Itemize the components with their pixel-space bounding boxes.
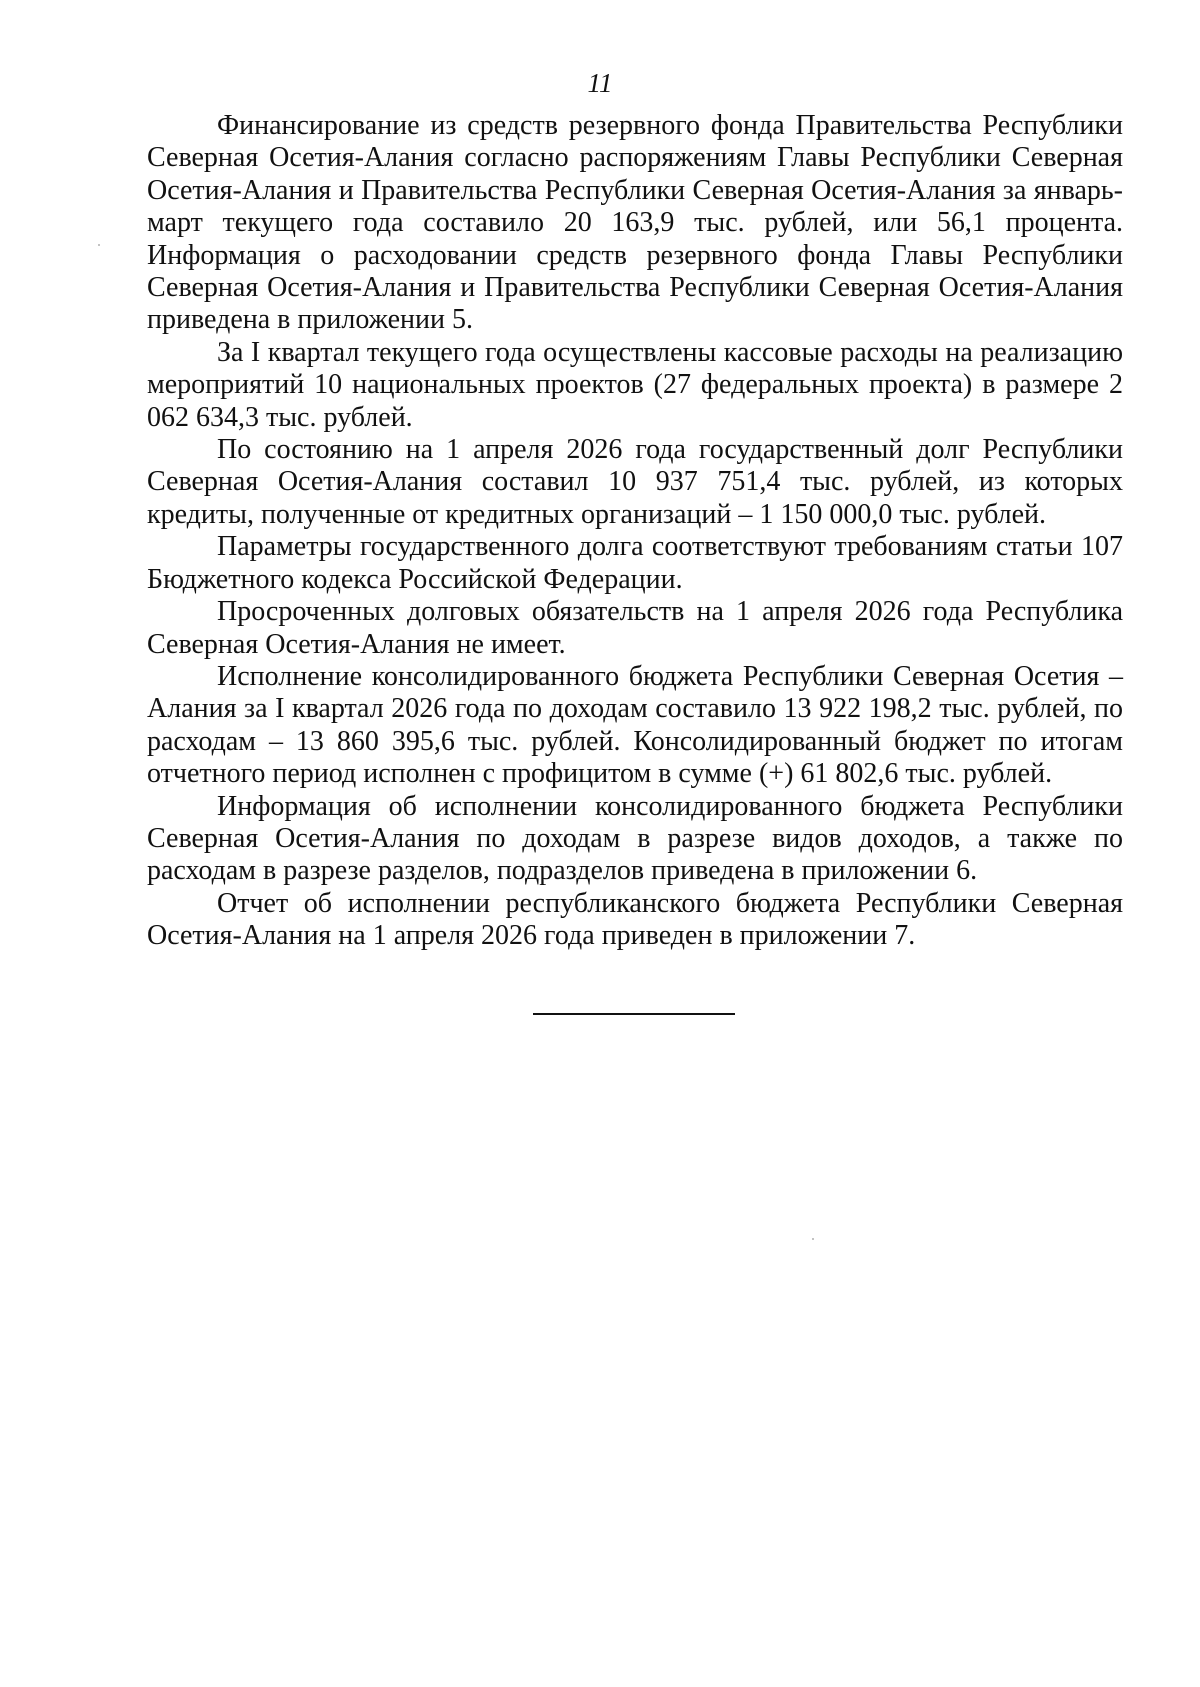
paragraph-debt-parameters: Параметры государственного долга соответствуют требованиям статьи 107 Бюджетного кодекса Российской Федерации. bbox=[147, 531, 1123, 595]
paragraph-consolidated-info: Информация об исполнении консолидированного бюджета Республики Северная Осетия-Алания по доходам в разрезе видов доходов, а также по расходам в разрезе разделов, подразделов приведена в приложении 6. bbox=[147, 790, 1123, 887]
page-number: 11 bbox=[587, 68, 613, 98]
paragraph-consolidated-budget: Исполнение консолидированного бюджета Республики Северная Осетия – Алания за I квартал 2026 года по доходам составило 13 922 198,2 тыс. рублей, по расходам – 13 860 395,6 тыс. рублей. Консолидированный бюджет по итогам отчетного период исполнен с профицитом в сумме (+) 61 802,6 тыс. рублей. bbox=[147, 660, 1123, 790]
scan-speck bbox=[812, 1238, 814, 1240]
paragraph-overdue-obligations: Просроченных долговых обязательств на 1 апреля 2026 года Республика Северная Осетия-Алания не имеет. bbox=[147, 596, 1123, 660]
paragraph-report-appendix: Отчет об исполнении республиканского бюджета Республики Северная Осетия-Алания на 1 апреля 2026 года приведен в приложении 7. bbox=[147, 887, 1123, 952]
paragraph-national-projects: За I квартал текущего года осуществлены кассовые расходы на реализацию мероприятий 10 национальных проектов (27 федеральных проекта) в размере 2 062 634,3 тыс. рублей. bbox=[147, 336, 1123, 433]
closing-divider bbox=[533, 1013, 735, 1015]
document-body bbox=[147, 110, 1123, 953]
paragraph-state-debt: По состоянию на 1 апреля 2026 года государственный долг Республики Северная Осетия-Алания составил 10 937 751,4 тыс. рублей, из которых кредиты, полученные от кредитных организаций – 1 150 000,0 тыс. рублей. bbox=[147, 434, 1123, 530]
paragraph-reserve-fund: Финансирование из средств резервного фонда Правительства Республики Северная Осетия-Алания согласно распоряжениям Главы Республики Северная Осетия-Алания и Правительства Республики Северная Осетия-Алания за январь-март текущего года составило 20 163,9 тыс. рублей, или 56,1 процента. Информация о расходовании средств резервного фонда Главы Республики Северная Осетия-Алания и Правительства Республики Северная Осетия-Алания приведена в приложении 5. bbox=[147, 110, 1123, 336]
scan-speck bbox=[98, 244, 100, 246]
